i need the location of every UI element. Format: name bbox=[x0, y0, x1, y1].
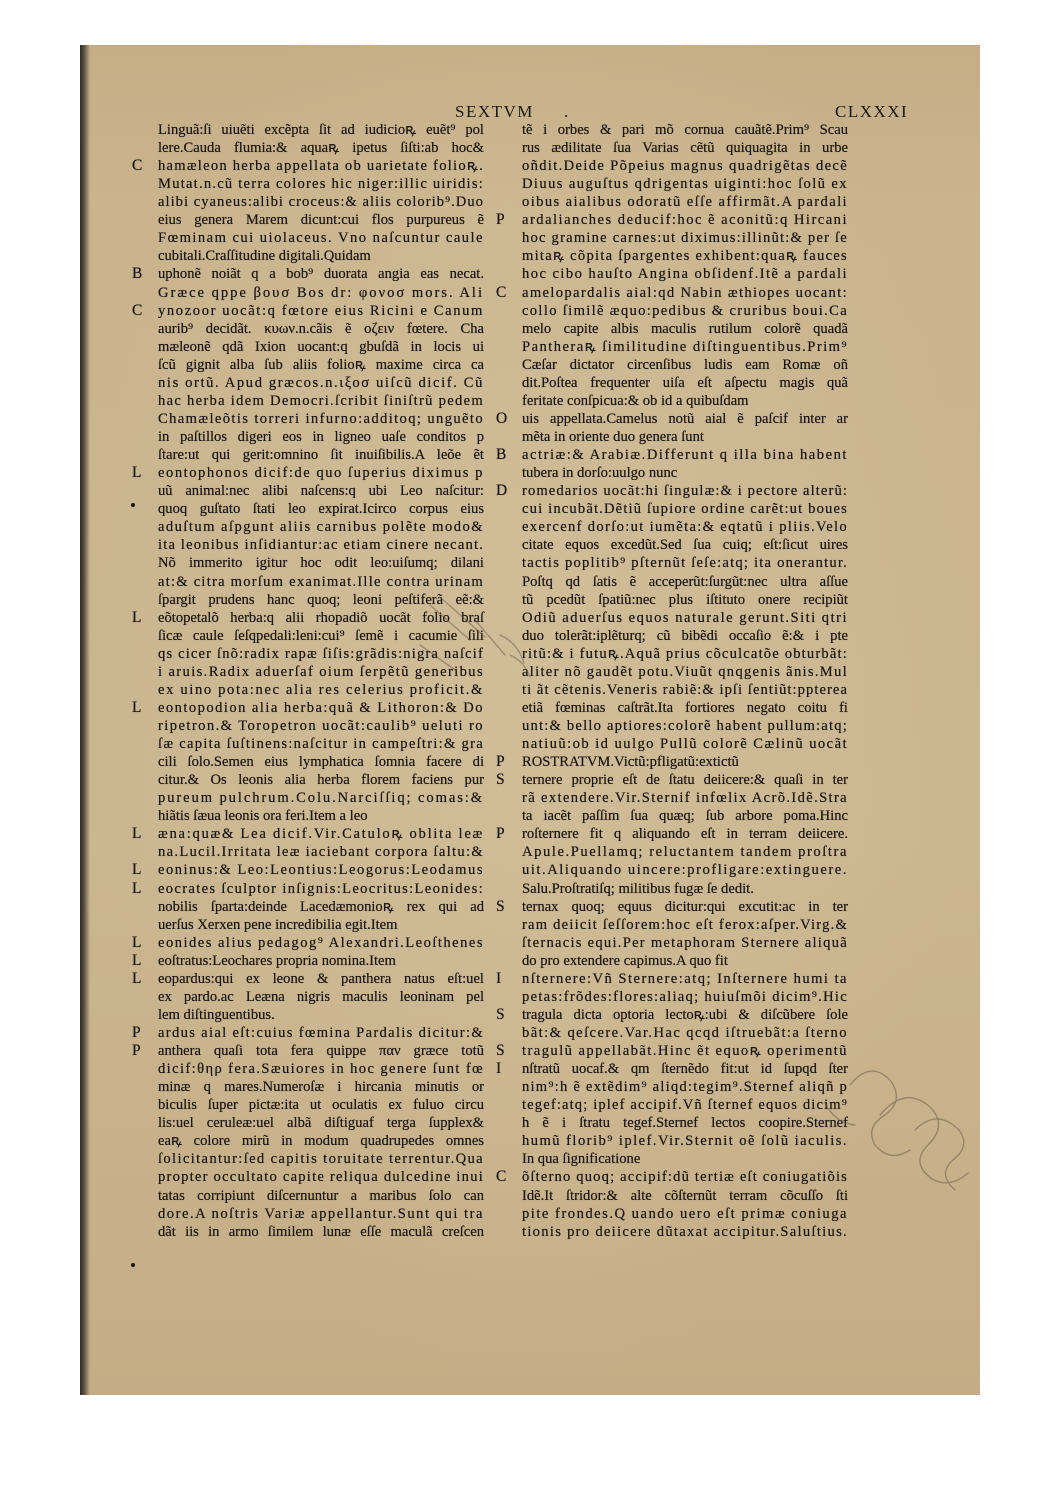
line-text: ternere proprie eſt de ſtatu deiicere:& quaſi in ter bbox=[522, 772, 848, 789]
line-text: biculis ſuper pictæ:ita ut oculatis ex fuluo circu bbox=[158, 1097, 484, 1114]
text-line bbox=[522, 1132, 848, 1150]
text-line bbox=[158, 591, 484, 609]
text-line bbox=[522, 229, 848, 247]
line-text: tegef:atq; iplef accipif.Vñ ſternef equos dicim⁹ bbox=[522, 1097, 848, 1114]
line-text: In qua ſignificatione bbox=[522, 1151, 641, 1168]
text-line bbox=[522, 554, 848, 572]
line-text: minæ q mares.Numeroſæ i hircania minutis or bbox=[158, 1079, 484, 1096]
line-text: citate equos excedũt.Sed ſua cuiq; eſt:ſicut uires bbox=[522, 537, 848, 554]
text-line bbox=[132, 933, 484, 952]
line-text: hamæleon herba appellata ob uarietate folioꝶ. bbox=[158, 158, 484, 175]
marginal-initial: L bbox=[132, 861, 142, 879]
line-text: ritũ:& i futuꝶ.Aquã prius cõculcatõe obturbãt: bbox=[522, 645, 848, 662]
line-text: Pantheraꝶ ſimilitudine diſtinguentibus.Prim⁹ bbox=[522, 338, 848, 355]
line-text: tragula dicta optoria lectoꝶ:ubi & diſcũbere ſole bbox=[522, 1006, 848, 1023]
line-text: duo tolerãt:iplẽturq; cũ bibẽdi occaſio ẽ:& i pte bbox=[522, 627, 848, 644]
line-text: ardus aial eſt:cuius fœmina Pardalis dicitur:& bbox=[158, 1025, 484, 1041]
line-text: do pro extendere capimus.A quo fit bbox=[522, 952, 728, 969]
text-line bbox=[132, 825, 484, 843]
line-text: nſternere:Vñ Sternere:atq; Inſternere humi ta bbox=[522, 970, 848, 987]
line-text: natiuũ:ob id uulgo Pullũ colorẽ Cælinũ uocãt bbox=[522, 736, 848, 753]
line-text: eõtopetalõ herba:q alii rhopadiõ uocãt folio braſ bbox=[158, 609, 484, 626]
text-line bbox=[158, 681, 484, 699]
line-text: Linguã:ſi uiuẽti excẽpta ſit ad iudicioꝶ euẽt⁹ pol bbox=[158, 122, 484, 138]
line-text: dãt iis in armo ſimilem lunæ eſſe maculã creſcen bbox=[158, 1223, 484, 1240]
text-line bbox=[158, 518, 484, 536]
line-text: Idẽ.It ſtridor:& alte cõſternũt terram cõcuſſo ſti bbox=[522, 1187, 848, 1204]
line-text: eonides alius pedagog⁹ Alexandri.Leoſthenes bbox=[158, 934, 484, 951]
text-line bbox=[132, 301, 484, 320]
line-text: ternax quoq; equus dicitur:qui excutit:ac in ter bbox=[522, 898, 848, 915]
text-line bbox=[158, 753, 484, 771]
text-line bbox=[158, 1150, 484, 1168]
line-text: Mutat.n.cũ terra colores hic niger:illic uiridis: bbox=[158, 176, 484, 193]
line-text: Græce qppe βουσ Bos dr: φονοσ mors. Ali bbox=[158, 284, 484, 301]
text-line bbox=[132, 157, 484, 175]
marginal-initial: P bbox=[132, 1042, 141, 1060]
line-text: hoc cibo hauſto Angina obſidenf.Itẽ a pardali bbox=[522, 266, 848, 283]
line-text: rus ædilitate ſua Varias cẽtũ quiquagita in urbe bbox=[522, 140, 848, 157]
text-line bbox=[522, 952, 848, 970]
text-line bbox=[522, 428, 848, 446]
line-text: uit.Aliquando uincere:profligare:extinguere. bbox=[522, 862, 848, 879]
text-line bbox=[158, 193, 484, 211]
text-line bbox=[522, 988, 848, 1006]
line-text: eaꝶ colore mirũ in modum quadrupedes omnes bbox=[158, 1133, 484, 1150]
marginal-initial: C bbox=[132, 157, 143, 175]
line-text: ſpargit prudens hanc quoq; leoni peſtiferã eẽ:& bbox=[158, 591, 484, 608]
marginal-initial: L bbox=[132, 969, 142, 987]
text-line bbox=[522, 356, 848, 374]
line-text: uerſus Xerxen pene incredibilia egit.Item bbox=[158, 916, 398, 933]
text-line bbox=[522, 681, 848, 699]
text-line bbox=[158, 139, 484, 157]
text-line bbox=[132, 1042, 484, 1060]
line-text: Diuus auguſtus qdrigentas uiginti:hoc ſolũ ex bbox=[522, 176, 848, 193]
line-text: õſterno quoq; accipif:dũ tertiæ eſt coniugatiõis bbox=[522, 1169, 848, 1186]
text-line bbox=[496, 1168, 848, 1186]
line-text: ta iacẽt paſſim ſua quæq; ſub arbore poma.Hinc bbox=[522, 808, 848, 825]
text-line bbox=[158, 573, 484, 591]
marginal-initial: S bbox=[496, 1042, 505, 1060]
line-text: ita leonibus inſidiantur:ac etiam cinere necant. bbox=[158, 537, 484, 554]
text-line bbox=[158, 374, 484, 392]
text-line bbox=[522, 265, 848, 283]
text-line bbox=[158, 482, 484, 500]
text-line bbox=[158, 1078, 484, 1096]
text-line bbox=[158, 717, 484, 735]
text-line bbox=[132, 265, 484, 283]
line-text: at:& citra morſum exanimat.Ille contra urinam bbox=[158, 573, 484, 590]
text-line bbox=[496, 1060, 848, 1078]
text-line bbox=[158, 554, 484, 572]
text-line bbox=[522, 464, 848, 482]
text-line bbox=[522, 699, 848, 717]
line-text: pite frondes.Q uando uero eſt primæ coniuga bbox=[522, 1205, 848, 1222]
line-text: ſolicitantur:ſed capitis toruitate terrentur.Qua bbox=[158, 1151, 484, 1168]
marginal-initial: P bbox=[132, 1024, 141, 1041]
line-text: ti ãt cẽtenis.Veneris rabiẽ:& ipſi ſentiũt:ppterea bbox=[522, 681, 848, 698]
left-column bbox=[132, 121, 484, 1251]
text-line bbox=[522, 139, 848, 157]
text-line bbox=[496, 482, 848, 500]
text-line bbox=[158, 663, 484, 681]
line-text: lis:uel ceruleæ:uel albã diſtiguaf terga ſupplex& bbox=[158, 1115, 484, 1132]
text-line bbox=[132, 698, 484, 717]
text-line bbox=[158, 1223, 484, 1241]
line-text: cubitali.Craſſitudine digitali.Quidam bbox=[158, 248, 371, 265]
page-scan bbox=[80, 45, 980, 1395]
text-line bbox=[522, 934, 848, 952]
line-text: eontophonos dicif:de quo ſuperius diximus p bbox=[158, 465, 484, 482]
text-line bbox=[496, 825, 848, 843]
text-line bbox=[158, 1187, 484, 1205]
running-head-mark: . bbox=[564, 102, 570, 121]
text-line bbox=[158, 446, 484, 464]
line-text: petas:frõdes:flores:aliaq; huiuſmõi dicim⁹.Hic bbox=[522, 988, 848, 1005]
marginal-initial: B bbox=[496, 446, 507, 464]
line-text: cui incubãt.Dẽtiũ ſupiore ordine carẽt:ut boues bbox=[522, 501, 848, 518]
line-text: Cæſar dictator circenſibus ludis eam Romæ oñ bbox=[522, 356, 848, 373]
text-line bbox=[132, 1024, 484, 1042]
text-line bbox=[158, 428, 484, 446]
text-line bbox=[522, 880, 848, 898]
text-line bbox=[522, 843, 848, 861]
line-text: aurib⁹ decidãt. κυων.n.cãis ẽ οζειν fœtere. Cha bbox=[158, 320, 484, 337]
line-text: ſcũ gignit alba ſub aliis folioꝶ maxime circa ca bbox=[158, 356, 484, 373]
text-line bbox=[522, 500, 848, 518]
text-line bbox=[496, 897, 848, 916]
text-line bbox=[158, 1168, 484, 1186]
line-text: ram deiicit ſeſſorem:hoc eſt ferox:aſper.Virg.& bbox=[522, 916, 848, 933]
text-line bbox=[158, 536, 484, 554]
line-text: ſæ capita ſuſtinens:naſcitur in campeſtri:& gra bbox=[158, 736, 484, 753]
text-line bbox=[158, 229, 484, 247]
text-line bbox=[158, 392, 484, 410]
line-text: roſternere fit q aliquando eſt in terram deiicere. bbox=[522, 826, 848, 843]
text-line bbox=[158, 356, 484, 374]
text-line bbox=[522, 735, 848, 753]
line-text: nim⁹:h ẽ extẽdim⁹ aliqd:tegim⁹.Sternef aliqñ p bbox=[522, 1079, 848, 1096]
line-text: amelopardalis aial:qd Nabin æthiopes uocant: bbox=[522, 284, 848, 301]
line-text: tũ pcedũt ſpatiũ:nec plus iſtituto onere recipiũt bbox=[522, 591, 848, 608]
line-text: tionis pro deiicere dũtaxat accipitur.Saluſtius. bbox=[522, 1223, 848, 1240]
line-text: anthera quaſi tota fera quippe παν græce totũ bbox=[158, 1043, 484, 1060]
line-text: mẽta in oriente duo genera ſunt bbox=[522, 429, 704, 446]
line-text: Apule.Puellamq; reluctantem tandem proſtra bbox=[522, 844, 848, 861]
line-text: uũ animal:nec alibi naſcens:q ubi Leo naſcitur: bbox=[158, 483, 484, 500]
text-line bbox=[522, 302, 848, 320]
text-line bbox=[522, 175, 848, 193]
line-text: tactis poplitib⁹ pſternũt ſeſe:atq; ita onerantur. bbox=[522, 555, 848, 572]
marginal-initial: L bbox=[132, 879, 142, 897]
line-text: tragulũ appellabãt.Hinc ẽt equoꝶ operimentũ bbox=[522, 1043, 848, 1060]
text-line bbox=[158, 284, 484, 302]
text-line bbox=[158, 410, 484, 428]
text-line bbox=[522, 518, 848, 536]
line-text: ſicæ caule ſeſqpedali:leni:cui⁹ ſemẽ i cacumie ſili bbox=[158, 627, 484, 644]
line-text: nobilis ſparta:deinde Lacedæmonioꝶ rex qui ad bbox=[158, 898, 484, 915]
ink-speck bbox=[131, 1263, 135, 1267]
line-text: unt:& bello aptiores:colorẽ habent pullum:atq; bbox=[522, 717, 848, 734]
line-text: Salu.Proſtratiſq; militibus fugæ ſe dedit. bbox=[522, 880, 754, 897]
line-text: aliter nõ gaudẽt potu.Viuũt qnqgenis ãnis.Mul bbox=[522, 663, 848, 680]
line-text: Poſtq qd ſatis ẽ acceperũt:ſurgũt:nec ultra aſſue bbox=[522, 573, 848, 590]
text-line bbox=[132, 879, 484, 898]
running-head: SEXTVM bbox=[455, 102, 534, 121]
text-line bbox=[522, 1096, 848, 1114]
text-line bbox=[132, 969, 484, 988]
text-line bbox=[496, 753, 848, 771]
marginal-initial: S bbox=[496, 897, 505, 915]
text-line bbox=[496, 283, 848, 302]
line-text: melo capite albis maculis rutilum colorẽ quadã bbox=[522, 320, 848, 337]
text-line bbox=[158, 320, 484, 338]
text-line bbox=[522, 320, 848, 338]
marginal-initial: P bbox=[496, 211, 505, 229]
marginal-initial: L bbox=[132, 464, 142, 482]
line-text: romedarios uocãt:hi ſingulæ:& i pectore alterũ: bbox=[522, 483, 848, 500]
marginal-initial: I bbox=[496, 969, 502, 987]
text-line bbox=[132, 861, 484, 879]
line-text: exercenf dorſo:ut iumẽta:& eqtatũ i pliis.Velo bbox=[522, 519, 848, 536]
line-text: cili ſolo.Semen eius lymphatica ſomnia facere di bbox=[158, 754, 484, 771]
line-text: h ẽ i ſtratu tegef.Sternef lectos coopire.Sternef bbox=[522, 1115, 848, 1132]
marginal-initial: C bbox=[496, 1168, 507, 1186]
text-line bbox=[522, 247, 848, 265]
line-text: i aruis.Radix aduerſaf oium ſerpẽtũ generibus bbox=[158, 663, 484, 680]
line-text: eontopodion alia herba:quã & Lithoron:& Do bbox=[158, 699, 484, 716]
text-line bbox=[522, 338, 848, 356]
text-line bbox=[496, 211, 848, 229]
marginal-initial: C bbox=[132, 301, 143, 319]
line-text: ynozoor uocãt:q fœtore eius Ricini e Canum bbox=[158, 302, 484, 319]
line-text: Odiũ aduerſus equos naturale gerunt.Siti qtri bbox=[522, 609, 848, 626]
line-text: eocrates ſculptor inſignis:Leocritus:Leonides: bbox=[158, 880, 484, 897]
text-line bbox=[158, 1006, 484, 1024]
line-text: ripetron.& Toropetron uocãt:caulib⁹ ueluti ro bbox=[158, 717, 484, 734]
text-line bbox=[522, 807, 848, 825]
text-line bbox=[496, 446, 848, 464]
line-text: tẽ i orbes & pari mõ cornua cauãtẽ.Prim⁹ Scau bbox=[522, 122, 848, 138]
line-text: uphonẽ noiãt q a bob⁹ duorata angia eas necat. bbox=[158, 266, 484, 283]
text-line bbox=[158, 645, 484, 663]
marginal-initial: O bbox=[496, 409, 508, 427]
text-line bbox=[522, 1223, 848, 1241]
text-line bbox=[158, 1096, 484, 1114]
line-text: nſtratũ uocaf.& qm ſternẽdo fit:ut id ſupqd ſter bbox=[522, 1061, 848, 1078]
text-line bbox=[496, 771, 848, 789]
text-line bbox=[158, 1114, 484, 1132]
line-text: dit.Poſtea frequenter uiſa eſt aſpectu magis quã bbox=[522, 374, 848, 391]
line-text: Fœminam cui uiolaceus. Vno naſcuntur caule bbox=[158, 230, 484, 247]
line-text: tubera in dorſo:uulgo nunc bbox=[522, 465, 678, 482]
text-line bbox=[522, 861, 848, 879]
text-line bbox=[158, 843, 484, 861]
marginal-initial: I bbox=[496, 1060, 502, 1078]
text-line bbox=[132, 608, 484, 627]
text-line bbox=[158, 916, 484, 934]
line-text: Chamæleõtis torreri infurno:additoq; unguẽto bbox=[158, 410, 484, 427]
line-text: ROSTRATVM.Victũ:pfligatũ:extictũ bbox=[522, 754, 739, 771]
ink-speck bbox=[131, 503, 135, 507]
marginal-initial: S bbox=[496, 771, 505, 789]
line-text: æna:quæ& Lea dicif.Vir.Catuloꝶ oblita leæ bbox=[158, 826, 484, 843]
line-text: mæleonẽ qdã Ixion uocant:q gbuſdã in locis ui bbox=[158, 338, 484, 355]
line-text: mitaꝶ cõpita ſpargentes exhibent:quaꝶ fauces bbox=[522, 248, 848, 265]
line-text: dore.A noſtris Variæ appellantur.Sunt qui tra bbox=[158, 1205, 484, 1222]
text-line bbox=[522, 1114, 848, 1132]
text-line bbox=[522, 1150, 848, 1168]
line-text: eoſtratus:Leochares propria nomina.Item bbox=[158, 952, 396, 969]
text-line bbox=[522, 157, 848, 175]
line-text: rã extendere.Vir.Sternif infœlix Acrõ.Idẽ.Stra bbox=[522, 790, 848, 807]
right-column bbox=[496, 121, 848, 1251]
text-line bbox=[522, 121, 848, 139]
line-text: eius genera Marem dicunt:cui flos purpureus ẽ bbox=[158, 212, 484, 229]
marginal-initial: L bbox=[132, 698, 142, 716]
line-text: lere.Cauda flumia:& aquaꝶ ipetus ſiſti:ab hoc& bbox=[158, 140, 484, 157]
text-line bbox=[522, 663, 848, 681]
text-line bbox=[158, 121, 484, 139]
line-text: hac herba idem Democri.ſcribit ſiniſtrũ pedem bbox=[158, 392, 484, 409]
line-text: collo ſimilẽ æquo:pedibus & cruribus boui.Ca bbox=[522, 302, 848, 319]
text-line bbox=[522, 591, 848, 609]
folio-number: CLXXXI bbox=[835, 102, 909, 121]
text-line bbox=[522, 916, 848, 934]
line-text: qs cicer ſnõ:radix rapæ ſiſis:grãdis:nigra naſcif bbox=[158, 645, 484, 662]
marginal-initial: L bbox=[132, 608, 142, 626]
text-line bbox=[496, 969, 848, 988]
text-line bbox=[158, 771, 484, 789]
text-line bbox=[132, 464, 484, 482]
line-text: pureum pulchrum.Colu.Narciſſiq; comas:& bbox=[158, 790, 484, 807]
line-text: quoq guſtato ſtati leo expirat.Icirco corpus eius bbox=[158, 501, 484, 518]
line-text: ſternacis equi.Per metaphoram Sternere aliquã bbox=[522, 934, 848, 951]
line-text: uis appellata.Camelus notũ aial ẽ paſcif inter ar bbox=[522, 410, 848, 427]
line-text: ex pardo.ac Leæna nigris maculis leoninam pel bbox=[158, 988, 484, 1005]
text-line bbox=[522, 789, 848, 807]
line-text: propter occultato capite reliqua dulcedine inui bbox=[158, 1169, 484, 1186]
line-text: ex uino pota:nec alia res celerius proficit.& bbox=[158, 681, 484, 698]
text-line bbox=[158, 1132, 484, 1150]
text-line bbox=[132, 951, 484, 970]
text-line bbox=[158, 627, 484, 645]
line-text: eopardus:qui ex leone & panthera natus eſt:uel bbox=[158, 970, 484, 987]
marginal-initial: S bbox=[496, 1005, 505, 1023]
line-text: feritate conſpicua:& ob id a quibuſdam bbox=[522, 392, 749, 409]
text-line bbox=[158, 988, 484, 1006]
text-line bbox=[522, 1205, 848, 1223]
marginal-initial: D bbox=[496, 482, 508, 500]
text-line bbox=[158, 807, 484, 825]
marginal-initial: P bbox=[496, 753, 505, 771]
text-line bbox=[158, 789, 484, 807]
line-text: aduſtum aſpgunt aliis carnibus polẽte modo& bbox=[158, 519, 484, 536]
text-line bbox=[158, 898, 484, 916]
line-text: tatas corripiunt diſcernuntur a maribus ſolo can bbox=[158, 1187, 484, 1204]
line-text: alibi cyaneus:alibi croceus:& aliis colorib⁹.Duo bbox=[158, 194, 484, 211]
text-line bbox=[158, 1205, 484, 1223]
line-text: etiã fœminas caſtrãt.Ita fortiores negato coitu fi bbox=[522, 699, 848, 716]
line-text: bãt:& qeſcere.Var.Hac qcqd iſtruebãt:a ſterno bbox=[522, 1025, 848, 1041]
line-text: lem diſtinguentibus. bbox=[158, 1006, 275, 1023]
marginal-initial: C bbox=[496, 283, 507, 301]
text-line bbox=[496, 409, 848, 428]
line-text: ſtare:ut qui gerit:omnino ſit inuiſibilis.A leõe ẽt bbox=[158, 447, 484, 464]
text-line bbox=[158, 735, 484, 753]
text-line bbox=[496, 1005, 848, 1024]
text-line bbox=[522, 536, 848, 554]
text-line bbox=[522, 1078, 848, 1096]
text-line bbox=[522, 1024, 848, 1042]
line-text: in paſtillos digeri eos in ligneo uaſe conditos p bbox=[158, 429, 484, 446]
text-line bbox=[158, 175, 484, 193]
line-text: ardalianches deducif:hoc ẽ aconitũ:q Hircani bbox=[522, 212, 848, 229]
marginal-initial: L bbox=[132, 951, 142, 969]
line-text: hiãtis ſæua leonis ora feri.Item a leo bbox=[158, 808, 368, 825]
line-text: humũ florib⁹ iplef.Vir.Sternit oẽ ſolũ iaculis. bbox=[522, 1133, 848, 1150]
text-line bbox=[522, 717, 848, 735]
text-line bbox=[158, 500, 484, 518]
text-line bbox=[522, 573, 848, 591]
marginal-initial: B bbox=[132, 265, 143, 283]
line-text: hoc gramine carnes:ut diximus:illinũt:& per ſe bbox=[522, 230, 848, 247]
text-line bbox=[522, 1187, 848, 1205]
line-text: eoninus:& Leo:Leontius:Leogorus:Leodamus bbox=[158, 862, 484, 879]
text-line bbox=[522, 392, 848, 410]
text-line bbox=[522, 627, 848, 645]
text-line bbox=[522, 645, 848, 663]
text-line bbox=[158, 1060, 484, 1078]
marginal-initial: L bbox=[132, 825, 142, 843]
line-text: oibus aialibus odoratũ eſſe affirmãt.A pardali bbox=[522, 194, 848, 211]
marginal-initial: L bbox=[132, 933, 142, 951]
text-line bbox=[158, 338, 484, 356]
text-line bbox=[158, 211, 484, 229]
text-line bbox=[496, 1042, 848, 1060]
text-line bbox=[522, 609, 848, 627]
marginal-initial: P bbox=[496, 825, 505, 843]
line-text: Nõ immerito igitur hoc odit leo:uiſumq; dilani bbox=[158, 555, 484, 572]
line-text: nis ortũ. Apud græcos.n.ιξοσ uiſcũ dicif. Cũ bbox=[158, 374, 484, 391]
text-line bbox=[522, 374, 848, 392]
line-text: dicif:θηρ fera.Sæuiores in hoc genere ſunt fœ bbox=[158, 1061, 484, 1078]
line-text: na.Lucil.Irritata leæ iaciebant corpora ſaltu:& bbox=[158, 844, 484, 861]
line-text: citur.& Os leonis alia herba florem faciens pur bbox=[158, 772, 484, 789]
text-line bbox=[158, 247, 484, 265]
line-text: oñdit.Deide Põpeius magnus quadrigẽtas decẽ bbox=[522, 158, 848, 175]
line-text: actriæ:& Arabiæ.Differunt q illa bina habent bbox=[522, 447, 848, 464]
text-line bbox=[522, 193, 848, 211]
